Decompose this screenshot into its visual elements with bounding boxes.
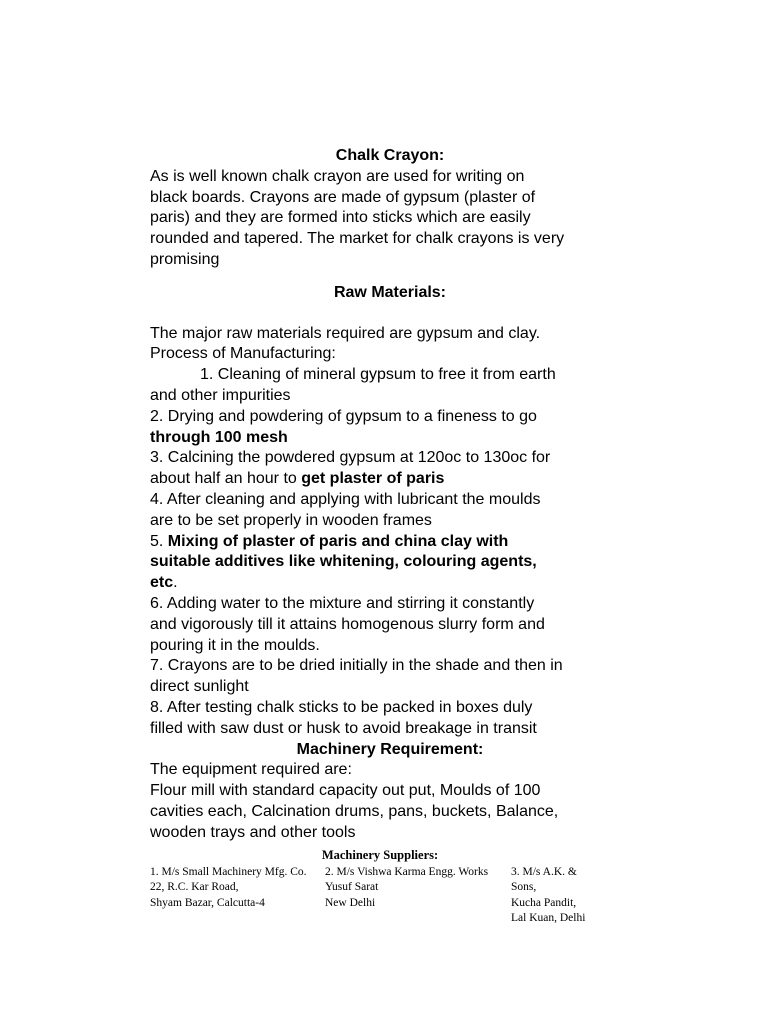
machinery-line-3: cavities each, Calcination drums, pans, buckets, Balance, xyxy=(150,802,559,820)
machinery-line-2: Flour mill with standard capacity out put, Moulds of 100 xyxy=(150,782,541,800)
intro-line-2: black boards. Crayons are made of gypsum (plaster of xyxy=(150,188,536,206)
step-3-line-1: 3. Calcining the powdered gypsum at 120oc to 130oc for xyxy=(150,449,551,467)
supplier-cell: New Delhi xyxy=(325,896,376,909)
machinery-line-1: The equipment required are: xyxy=(150,761,352,779)
step-5-bold-2: suitable additives like whitening, colouring agents, xyxy=(150,553,537,571)
supplier-cell: 2. M/s Vishwa Karma Engg. Works xyxy=(325,865,489,878)
machinery-heading: Machinery Requirement: xyxy=(296,740,484,758)
step-1-line-2: and other impurities xyxy=(150,386,291,404)
step-2-line-2 xyxy=(150,428,630,449)
step-3-line-2 xyxy=(150,469,630,490)
step-8-line-1: 8. After testing chalk sticks to be packed in boxes duly xyxy=(150,698,533,716)
step-4-line-1: 4. After cleaning and applying with lubricant the moulds xyxy=(150,490,541,508)
step-5-period: . xyxy=(173,574,178,592)
step-4-line-2: are to be set properly in wooden frames xyxy=(150,511,432,529)
supplier-cell: Kucha Pandit, xyxy=(511,896,577,909)
intro-line-3: paris) and they are formed into sticks which are easily xyxy=(150,209,531,227)
supplier-cell: 3. M/s A.K. & xyxy=(511,865,577,878)
step-6-line-3: pouring it in the moulds. xyxy=(150,636,320,654)
supplier-cell: 22, R.C. Kar Road, xyxy=(150,881,239,893)
step-5-line-2 xyxy=(150,552,630,573)
machinery-suppliers xyxy=(150,848,610,927)
step-5-bold-1: Mixing of plaster of paris and china clay with xyxy=(167,532,509,550)
machinery-line-4: wooden trays and other tools xyxy=(150,823,356,841)
supplier-cell: 1. M/s Small Machinery Mfg. Co. xyxy=(150,865,307,878)
supplier-row xyxy=(150,896,610,912)
step-1-line-1: 1. Cleaning of mineral gypsum to free it from earth xyxy=(200,366,556,384)
step-5-number: 5. xyxy=(150,532,168,550)
supplier-cell: Sons, xyxy=(511,881,537,893)
step-7-line-1: 7. Crayons are to be dried initially in the shade and then in xyxy=(150,657,563,675)
intro-line-4: rounded and tapered. The market for chalk crayons is very xyxy=(150,230,565,248)
supplier-row xyxy=(150,880,610,896)
step-5-line-3 xyxy=(150,573,630,594)
chalk-crayon-heading: Chalk Crayon: xyxy=(335,147,445,164)
step-2-line-1: 2. Drying and powdering of gypsum to a fineness to go xyxy=(150,407,537,425)
supplier-cell: Lal Kuan, Delhi xyxy=(511,912,586,924)
step-6-line-1: 6. Adding water to the mixture and stirring it constantly xyxy=(150,594,535,612)
supplier-cell: Shyam Bazar, Calcutta-4 xyxy=(150,896,265,909)
suppliers-heading: Machinery Suppliers: xyxy=(321,848,439,862)
intro-line-5: promising xyxy=(150,250,220,268)
supplier-row xyxy=(150,911,610,927)
step-6-line-2: and vigorously till it attains homogenous slurry form and xyxy=(150,615,545,633)
supplier-row xyxy=(150,865,610,881)
raw-materials-text: The major raw materials required are gypsum and clay. xyxy=(150,324,541,342)
step-8-line-2: filled with saw dust or husk to avoid breakage in transit xyxy=(150,719,537,737)
step-2-bold: through 100 mesh xyxy=(150,428,288,446)
supplier-cell: Yusuf Sarat xyxy=(325,881,379,893)
step-5-bold-3: etc xyxy=(150,574,174,592)
intro-line-1: As is well known chalk crayon are used for writing on xyxy=(150,167,525,185)
process-steps xyxy=(150,365,630,739)
process-label: Process of Manufacturing: xyxy=(150,345,336,363)
step-7-line-2: direct sunlight xyxy=(150,678,249,696)
document-body xyxy=(150,146,630,844)
step-3-text: about half an hour to xyxy=(150,470,302,488)
step-5-line-1 xyxy=(150,532,630,553)
raw-materials-heading: Raw Materials: xyxy=(333,283,447,301)
step-3-bold: get plaster of paris xyxy=(301,470,445,488)
